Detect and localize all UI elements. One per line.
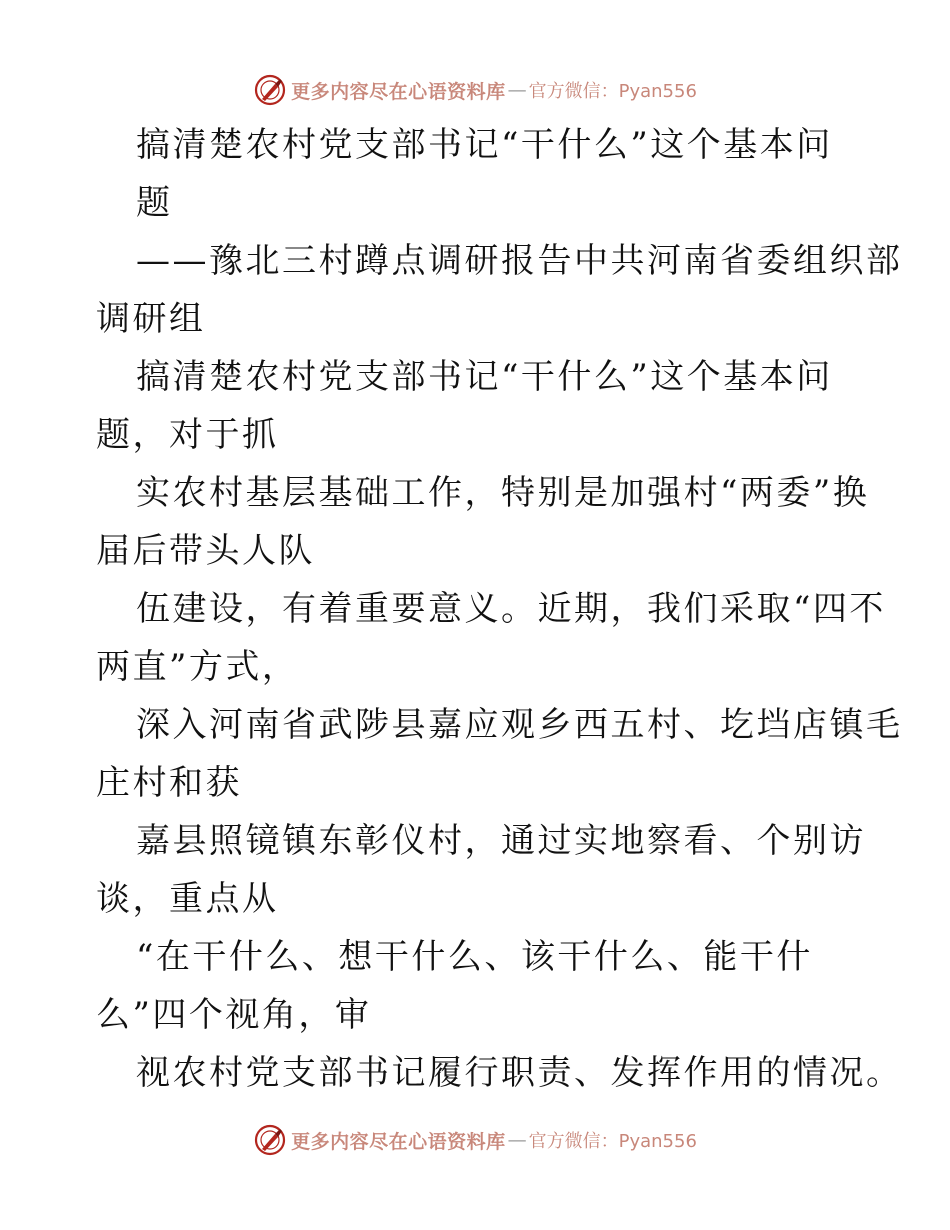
banner-dash: — bbox=[507, 1129, 527, 1151]
pen-nib-circle-icon bbox=[253, 73, 287, 107]
body-line: 庄村和获 bbox=[96, 763, 242, 803]
body-line: 搞清楚农村党支部书记“干什么”这个基本问 bbox=[136, 357, 833, 397]
body-line: 么”四个视角，审 bbox=[96, 995, 372, 1035]
body-line: ——豫北三村蹲点调研报告中共河南省委组织部 bbox=[136, 241, 903, 281]
footer-banner bbox=[0, 1120, 950, 1160]
banner-title: 更多内容尽在心语资料库 bbox=[291, 80, 506, 103]
pen-nib-circle-icon bbox=[253, 1123, 287, 1157]
document-body bbox=[96, 116, 903, 1102]
body-line: 视农村党支部书记履行职责、发挥作用的情况。 bbox=[136, 1053, 903, 1093]
body-line: 搞清楚农村党支部书记“干什么”这个基本问 bbox=[136, 125, 833, 165]
body-line: 届后带头人队 bbox=[96, 531, 315, 571]
body-line: 嘉县照镜镇东彰仪村，通过实地察看、个别访 bbox=[136, 821, 866, 861]
banner-wechat: 官方微信：Pyan556 bbox=[528, 1131, 697, 1152]
body-line: 伍建设，有着重要意义。近期，我们采取“四不 bbox=[136, 589, 886, 629]
header-banner bbox=[0, 70, 950, 110]
body-line: 深入河南省武陟县嘉应观乡西五村、圪垱店镇毛 bbox=[136, 705, 903, 745]
body-line: 题，对于抓 bbox=[96, 415, 279, 455]
body-line: “在干什么、想干什么、该干什么、能干什 bbox=[136, 937, 813, 977]
body-line: 调研组 bbox=[96, 299, 206, 339]
body-line: 实农村基层基础工作，特别是加强村“两委”换 bbox=[136, 473, 870, 513]
banner-title: 更多内容尽在心语资料库 bbox=[291, 1130, 506, 1153]
body-line: 谈，重点从 bbox=[96, 879, 279, 919]
banner-dash: — bbox=[507, 79, 527, 101]
body-line: 题 bbox=[136, 183, 173, 223]
body-line: 两直”方式， bbox=[96, 647, 299, 687]
banner-wechat: 官方微信：Pyan556 bbox=[528, 81, 697, 102]
